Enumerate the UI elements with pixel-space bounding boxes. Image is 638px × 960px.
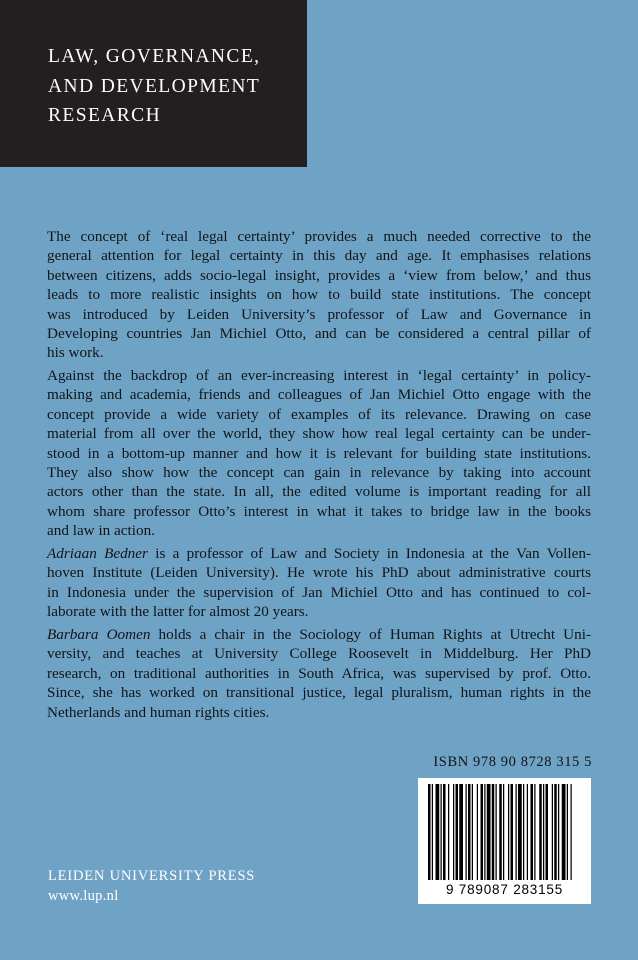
barcode-bar — [453, 784, 454, 880]
barcode-bars — [418, 778, 591, 882]
author-bio-line: versity, and teaches at University College Roosevelt in Middelburg. Her PhD — [47, 645, 591, 663]
barcode-bar — [443, 784, 446, 880]
blurb-p2-line: whom share professor Otto’s interest in what it takes to bridge law in the books — [47, 502, 591, 520]
blurb-p2-line: Against the backdrop of an ever-increasing interest in ‘legal certainty’ in policy- — [47, 367, 591, 384]
barcode-bar — [516, 784, 517, 880]
blurb-p1-line: between citizens, adds socio-legal insight, provides a ‘view from below,’ and thus — [47, 266, 591, 284]
barcode-bar — [518, 784, 522, 880]
barcode-bar — [511, 784, 514, 880]
barcode-bar — [496, 784, 497, 880]
barcode-bar — [523, 784, 524, 880]
author-bio-line: Netherlands and human rights cities. — [47, 703, 270, 721]
author-bio-line — [47, 625, 591, 644]
barcode-bar — [543, 784, 544, 880]
barcode-bar — [481, 784, 484, 880]
barcode-bar — [546, 784, 549, 880]
blurb-p1-line: Developing countries Jan Michiel Otto, and can be considered a central pillar of — [47, 325, 591, 343]
blurb-p2-line: making and academia, friends and colleagues of Jan Michiel Otto engage with the — [47, 386, 591, 404]
barcode-bar — [492, 784, 495, 880]
author-bio-line: laborate with the latter for almost 20 years. — [47, 603, 309, 621]
blurb-p1-line: The concept of ‘real legal certainty’ provides a much needed corrective to the — [47, 228, 591, 245]
barcode-bar — [436, 784, 440, 880]
isbn-label: ISBN 978 90 8728 315 5 — [433, 754, 592, 770]
author-bio-text: holds a chair in the Sociology of Human Rights at Utrecht Uni- — [150, 626, 592, 643]
barcode-bar — [571, 784, 572, 880]
author-bio-line: Since, she has worked on transitional justice, legal pluralism, human rights in the — [47, 684, 591, 702]
barcode-bar — [554, 784, 557, 880]
publisher-url: www.lup.nl — [48, 888, 119, 904]
blurb-p2-line: stood in a bottom-up manner and how it is relevant for building state institutions. — [47, 444, 591, 462]
blurb-p1-line: leads to more realistic insights on how to build state institutions. The concept — [47, 286, 591, 304]
author-name: Adriaan Bedner — [47, 545, 148, 562]
barcode-bar — [472, 784, 473, 880]
blurb-p2-line: They also show how the concept can gain in relevance by taking into account — [47, 464, 591, 482]
barcode-bar — [441, 784, 442, 880]
blurb-p1-line: general attention for legal certainty in this day and age. It emphasises relations — [47, 247, 591, 265]
series-title-line-2: AND DEVELOPMENT — [48, 76, 261, 97]
blurb-paragraph-1 — [47, 227, 591, 363]
blurb-p2-line: and law in action. — [47, 522, 155, 540]
barcode-bar — [534, 784, 535, 880]
series-title-line-1: LAW, GOVERNANCE, — [48, 46, 261, 67]
barcode-bar — [503, 784, 504, 880]
blurb-paragraph-2 — [47, 366, 591, 541]
author-bio-line: in Indonesia under the supervision of Jan Michiel Otto and has continued to col- — [47, 583, 591, 601]
barcode-bar — [428, 784, 431, 880]
author-name: Barbara Oomen — [47, 626, 151, 643]
barcode — [418, 778, 591, 904]
author-bio-text: is a professor of Law and Society in Indonesia at the Van Vollen- — [147, 545, 592, 562]
barcode-bar — [567, 784, 568, 880]
author-bio-oomen — [47, 625, 591, 722]
author-bio-line: hoven Institute (Leiden University). He wrote his PhD about administrative courts — [47, 564, 591, 582]
barcode-bar — [499, 784, 502, 880]
series-title-block — [0, 0, 307, 167]
barcode-bar — [468, 784, 471, 880]
barcode-bar — [487, 784, 491, 880]
barcode-bar — [477, 784, 478, 880]
author-bio-line: research, on traditional authorities in South Africa, was supervised by prof. Otto. — [47, 664, 591, 682]
barcode-bar — [552, 784, 553, 880]
blurb-p2-line: concept provide a wide variety of examples of its relevance. Drawing on case — [47, 405, 591, 423]
publisher-name: LEIDEN UNIVERSITY PRESS — [48, 868, 256, 884]
author-bio-bedner — [47, 544, 591, 622]
series-title-line-3: RESEARCH — [48, 105, 162, 126]
barcode-bar — [456, 784, 459, 880]
barcode-bar — [558, 784, 559, 880]
barcode-bar — [562, 784, 566, 880]
blurb-p1-line: was introduced by Leiden University’s professor of Law and Governance in — [47, 305, 591, 323]
barcode-digits: 9 789087 283155 — [445, 882, 564, 897]
barcode-bar — [466, 784, 467, 880]
blurb-p2-line: actors other than the state. In all, the edited volume is important reading for all — [47, 483, 591, 501]
blurb-p1-line: his work. — [47, 344, 104, 362]
barcode-bar — [484, 784, 485, 880]
barcode-bar — [459, 784, 463, 880]
barcode-bar — [432, 784, 433, 880]
blurb-p2-line: material from all over the world, they show how real legal certainty can be under- — [47, 425, 591, 443]
barcode-bar — [539, 784, 542, 880]
barcode-bar — [527, 784, 528, 880]
author-bio-line — [47, 544, 591, 563]
barcode-bar — [508, 784, 509, 880]
barcode-bar — [448, 784, 449, 880]
barcode-bar — [531, 784, 534, 880]
